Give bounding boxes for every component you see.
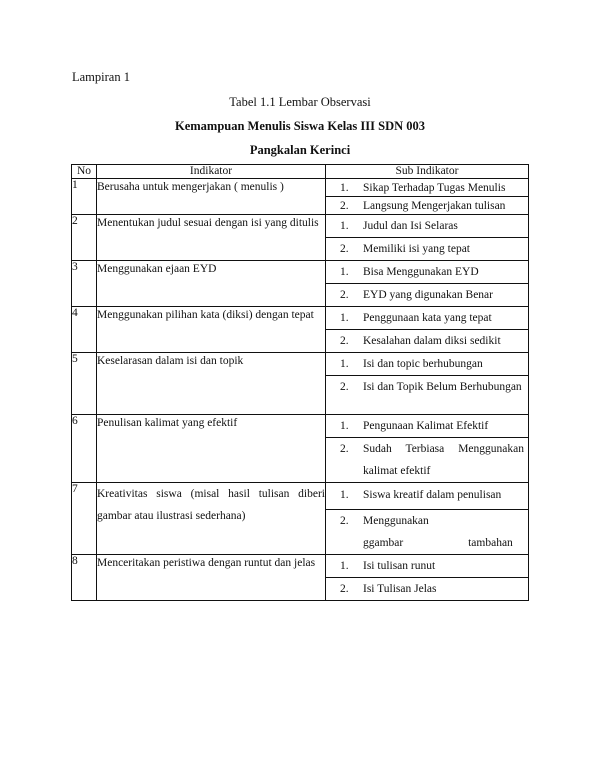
row-indikator: Menentukan judul sesuai dengan isi yang ditulis: [97, 215, 326, 261]
table-row: [72, 261, 529, 307]
table-heading: Kemampuan Menulis Siswa Kelas III SDN 003: [174, 119, 426, 133]
row-indikator: Penulisan kalimat yang efektif: [97, 415, 326, 483]
header-sub-indikator: Sub Indikator: [326, 165, 529, 179]
table-row: [72, 179, 529, 215]
row-no: 3: [72, 261, 97, 307]
sub-item: 2. Langsung Mengerjakan tulisan: [326, 196, 528, 214]
row-sub-indikator: [326, 307, 529, 353]
table-subheading: Pangkalan Kerinci: [249, 143, 351, 157]
sub-item: 2. EYD yang digunakan Benar: [326, 283, 528, 306]
sub-item: 1. Isi tulisan runut: [340, 560, 436, 572]
table-row: [72, 215, 529, 261]
row-no: 4: [72, 307, 97, 353]
row-no: 6: [72, 415, 97, 483]
row-indikator: Berusaha untuk mengerjakan ( menulis ): [97, 179, 326, 215]
row-indikator: Kreativitas siswa (misal hasil tulisan diberi gambar atau ilustrasi sederhana): [97, 483, 326, 555]
row-indikator: Keselarasan dalam isi dan topik: [97, 353, 326, 415]
row-no: 7: [72, 483, 97, 555]
sub-item: 2. Sudah Terbiasa Menggunakan kalimat efektif: [326, 437, 528, 482]
row-no: 8: [72, 555, 97, 601]
table-row: [72, 555, 529, 601]
row-sub-indikator: [326, 353, 529, 415]
sub-item: 1. Isi dan topic berhubungan: [340, 358, 483, 370]
header-indikator: Indikator: [97, 165, 326, 179]
table-row: [72, 415, 529, 483]
sub-item: 2. Memiliki isi yang tepat: [326, 237, 528, 260]
appendix-label: Lampiran 1: [72, 70, 130, 84]
row-indikator: Menggunakan pilihan kata (diksi) dengan tepat: [97, 307, 326, 353]
table-row: [72, 353, 529, 415]
sub-item: 1. Pengunaan Kalimat Efektif: [340, 420, 489, 432]
row-no: 1: [72, 179, 97, 215]
header-no: No: [72, 165, 97, 179]
sub-item: 2. Isi dan Topik Belum Berhubungan: [326, 375, 528, 398]
row-sub-indikator: [326, 415, 529, 483]
table-row: [72, 307, 529, 353]
sub-item: 1. Siswa kreatif dalam penulisan: [340, 489, 502, 501]
row-no: 5: [72, 353, 97, 415]
row-indikator: Menceritakan peristiwa dengan runtut dan jelas: [97, 555, 326, 601]
row-sub-indikator: [326, 555, 529, 601]
table-row: [72, 483, 529, 555]
row-sub-indikator: [326, 215, 529, 261]
table-header-row: [72, 165, 529, 179]
observation-table: [71, 164, 529, 601]
sub-item: 1. Penggunaan kata yang tepat: [340, 312, 492, 324]
row-no: 2: [72, 215, 97, 261]
sub-item: 2. Kesalahan dalam diksi sedikit: [326, 329, 528, 352]
row-indikator: Menggunakan ejaan EYD: [97, 261, 326, 307]
row-sub-indikator: [326, 483, 529, 555]
sub-item: 2. Isi Tulisan Jelas: [326, 577, 528, 600]
sub-item: 1. Judul dan Isi Selaras: [340, 220, 458, 232]
sub-item: 1. Bisa Menggunakan EYD: [340, 266, 479, 278]
sub-item: 2. Menggunakan ggambar tambahan: [326, 509, 528, 554]
row-sub-indikator: [326, 261, 529, 307]
sub-item: 1. Sikap Terhadap Tugas Menulis: [340, 182, 506, 194]
row-sub-indikator: [326, 179, 529, 215]
table-title: Tabel 1.1 Lembar Observasi: [229, 95, 371, 109]
